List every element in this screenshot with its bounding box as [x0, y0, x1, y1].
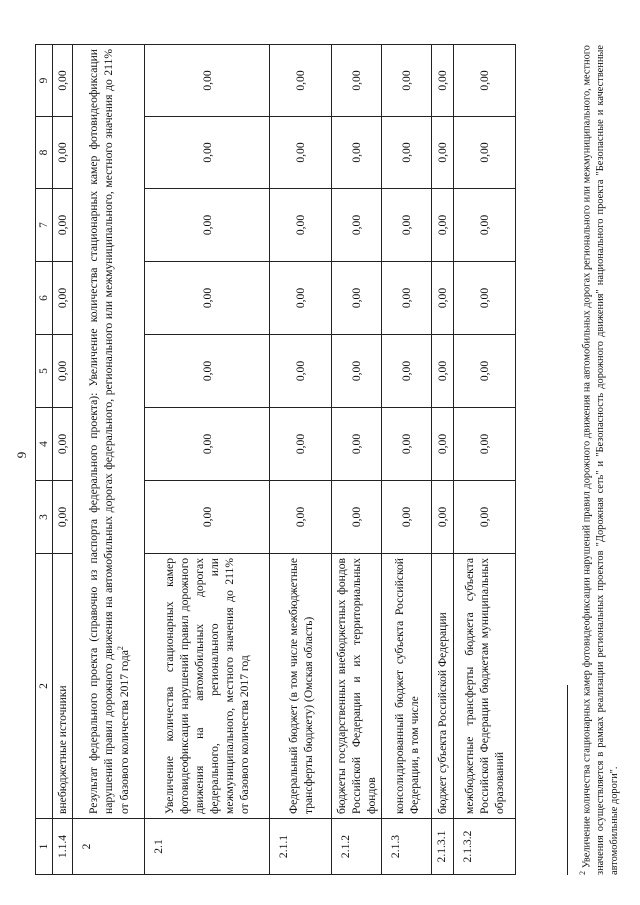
value-cell: 0,00 — [432, 335, 454, 408]
value-cell: 0,00 — [270, 262, 332, 335]
value-cell: 0,00 — [454, 45, 516, 117]
header-cell: 9 — [36, 45, 53, 117]
row-code: 2.1.1 — [270, 819, 332, 875]
row-name: Федеральный бюджет (в том числе межбюджетные трансферты бюджету) (Омская область) — [270, 554, 332, 819]
page-number: 9 — [14, 451, 29, 459]
value-cell: 0,00 — [382, 481, 432, 554]
header-cell: 8 — [36, 117, 53, 189]
value-cell: 0,00 — [332, 117, 382, 189]
footnote-separator — [567, 685, 568, 875]
value-cell: 0,00 — [332, 481, 382, 554]
value-cell: 0,00 — [145, 408, 270, 481]
value-cell: 0,00 — [454, 117, 516, 189]
header-cell: 1 — [36, 819, 53, 875]
value-cell: 0,00 — [432, 45, 454, 117]
header-cell: 5 — [36, 335, 53, 408]
result-text: Результат федерального проекта (справочно из паспорта федерального проекта): Увеличение количества стационарных камер фотовидеофиксации нарушений правил дорожного движения на автомобильных дорогах федерального, регионального или межмуниципального, местного значения до 211% от базового количества 2017 года — [86, 49, 131, 814]
row-name: консолидированный бюджет субъекта Российской Федерации, в том числе — [382, 554, 432, 819]
row-name: бюджеты государственных внебюджетных фондов Российской Федерации и их территориальных фондов — [332, 554, 382, 819]
value-cell: 0,00 — [382, 408, 432, 481]
footnote-text: Увеличение количества стационарных камер фотовидеофиксации нарушений правил дорожного движения на автомобильных дорогах регионального или межмуниципального, местного значения осуществляется в рамках реализации региональных проектов "Дорожная сеть" и "Безопасность дорожного движения" национального проекта "Безопасные и качественные автомобильные дороги". — [581, 45, 620, 875]
value-cell: 0,00 — [332, 45, 382, 117]
value-cell: 0,00 — [270, 335, 332, 408]
header-cell: 3 — [36, 481, 53, 554]
value-cell: 0,00 — [432, 189, 454, 262]
value-cell: 0,00 — [454, 189, 516, 262]
table-row — [382, 45, 432, 875]
value-cell: 0,00 — [145, 117, 270, 189]
row-code: 1.1.4 — [53, 819, 73, 875]
table-row — [145, 45, 270, 875]
header-cell: 2 — [36, 554, 53, 819]
table-row — [270, 45, 332, 875]
footnote — [578, 45, 621, 875]
value-cell: 0,00 — [382, 335, 432, 408]
value-cell: 0,00 — [382, 45, 432, 117]
value-cell: 0,00 — [270, 117, 332, 189]
value-cell: 0,00 — [382, 262, 432, 335]
row-name: Увеличение количества стационарных камер фотовидеофиксации нарушений правил дорожного движения на автомобильных дорогах федерального, регионального или межмуниципального, местного значения до 211% от базового количества 2017 год — [145, 554, 270, 819]
table-row — [53, 45, 73, 875]
value-cell: 0,00 — [382, 117, 432, 189]
value-cell: 0,00 — [145, 335, 270, 408]
value-cell: 0,00 — [454, 262, 516, 335]
value-cell: 0,00 — [270, 481, 332, 554]
row-name: межбюджетные трансферты бюджета субъекта Российской Федерации бюджетам муниципальных образований — [454, 554, 516, 819]
result-row — [73, 45, 145, 875]
row-code: 2.1.2 — [332, 819, 382, 875]
row-code: 2.1.3 — [382, 819, 432, 875]
footnote-reference: 2 — [115, 646, 125, 651]
budget-table — [35, 44, 516, 875]
table-row — [432, 45, 454, 875]
table-row — [454, 45, 516, 875]
value-cell: 0,00 — [432, 262, 454, 335]
value-cell: 0,00 — [145, 481, 270, 554]
header-cell: 7 — [36, 189, 53, 262]
value-cell: 0,00 — [53, 481, 73, 554]
value-cell: 0,00 — [53, 189, 73, 262]
footnote-marker: 2 — [578, 871, 587, 875]
federal-project-result — [73, 45, 145, 819]
value-cell: 0,00 — [454, 408, 516, 481]
value-cell: 0,00 — [432, 117, 454, 189]
value-cell: 0,00 — [332, 408, 382, 481]
row-name: внебюджетные источники — [53, 554, 73, 819]
value-cell: 0,00 — [53, 408, 73, 481]
value-cell: 0,00 — [270, 189, 332, 262]
value-cell: 0,00 — [53, 262, 73, 335]
row-code: 2.1.3.2 — [454, 819, 516, 875]
value-cell: 0,00 — [53, 45, 73, 117]
value-cell: 0,00 — [432, 408, 454, 481]
value-cell: 0,00 — [382, 189, 432, 262]
value-cell: 0,00 — [145, 262, 270, 335]
value-cell: 0,00 — [145, 189, 270, 262]
value-cell: 0,00 — [454, 481, 516, 554]
value-cell: 0,00 — [454, 335, 516, 408]
value-cell: 0,00 — [270, 45, 332, 117]
table-row — [332, 45, 382, 875]
value-cell: 0,00 — [432, 481, 454, 554]
header-cell: 6 — [36, 262, 53, 335]
header-cell: 4 — [36, 408, 53, 481]
row-code: 2.1.3.1 — [432, 819, 454, 875]
value-cell: 0,00 — [332, 262, 382, 335]
row-code: 2.1 — [145, 819, 270, 875]
value-cell: 0,00 — [145, 45, 270, 117]
value-cell: 0,00 — [332, 335, 382, 408]
table-header-row — [36, 45, 53, 875]
row-code: 2 — [73, 819, 145, 875]
row-name: бюджет субъекта Российской Федерации — [432, 554, 454, 819]
value-cell: 0,00 — [270, 408, 332, 481]
value-cell: 0,00 — [53, 117, 73, 189]
value-cell: 0,00 — [53, 335, 73, 408]
value-cell: 0,00 — [332, 189, 382, 262]
